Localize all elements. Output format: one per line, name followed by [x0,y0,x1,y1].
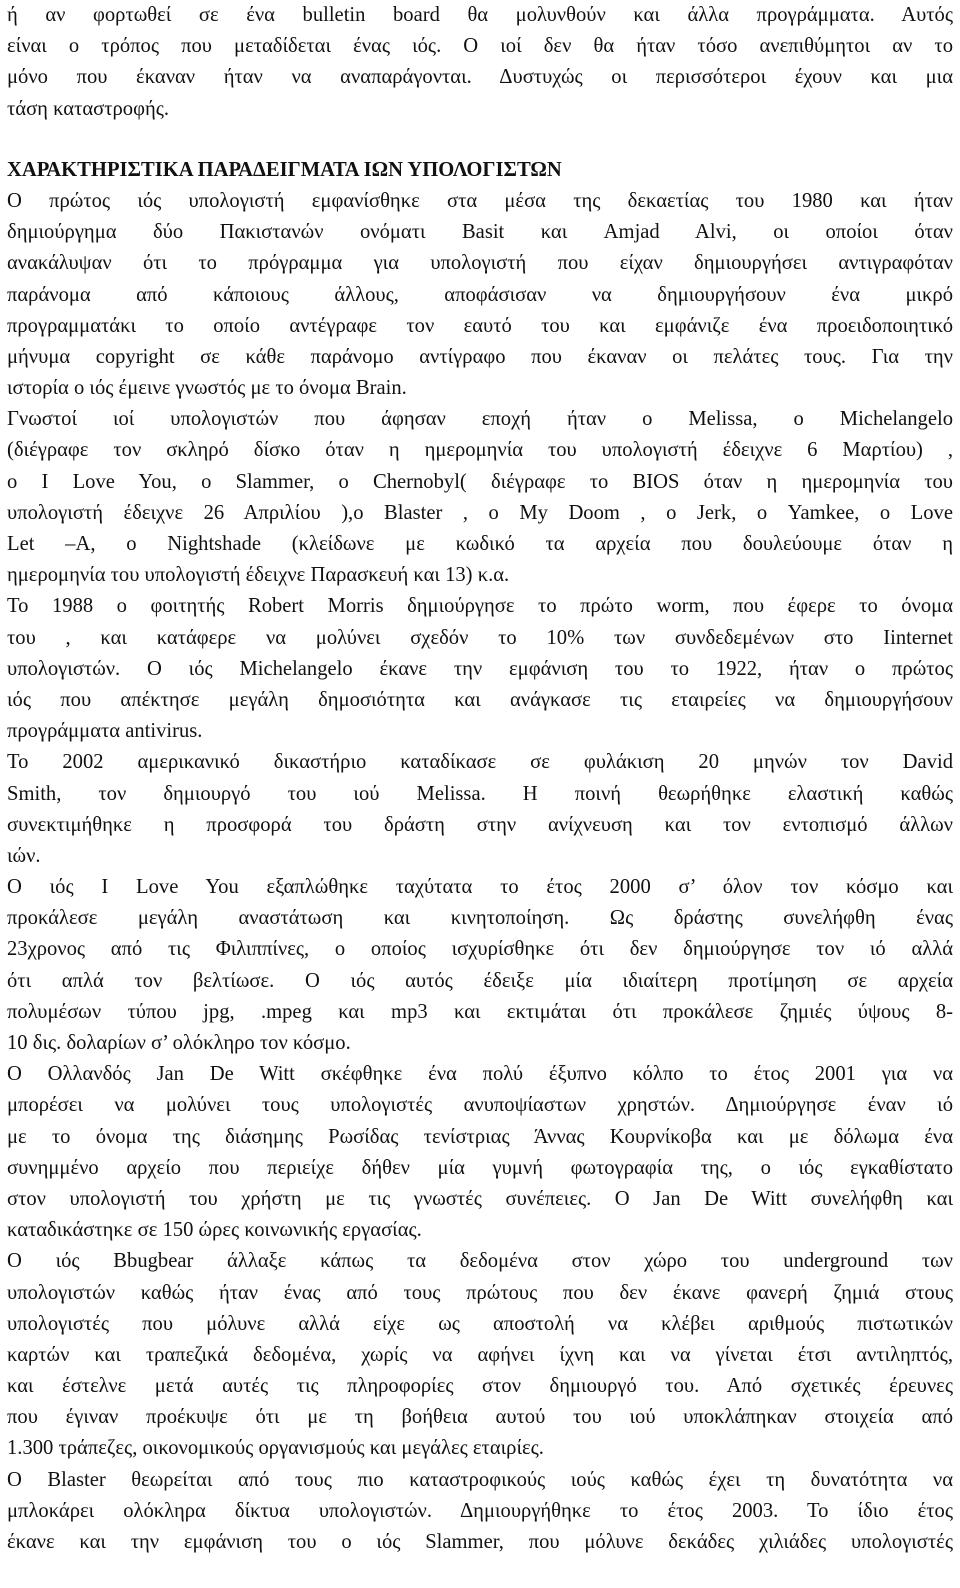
paragraph-blaster [7,1465,953,1559]
text-line: προγραμματάκι το οποίο αντέγραφε τον εαυτό του και εμφάνιζε ένα προειδοποιητικό [7,314,953,337]
paragraph-bugbear [7,1246,953,1464]
text-line: Let –A, ο Nightshade (κλείδωνε με κωδικό τα αρχεία που δουλεύουμε όταν η [7,533,953,555]
text-line: ιών. [7,844,41,867]
text-line: ημερομηνία του υπολογιστή έδειχνε Παρασκευή και 13) κ.α. [7,564,510,587]
text-line: με το όνομα της διάσημης Ρωσίδας τενίστριας Άννας Κουρνίκοβα και με δόλωμα ένα [7,1125,953,1148]
intro-paragraph [7,0,953,125]
text-line: έκανε και την εμφάνιση του ο ιός Slammer, που μόλυνε δεκάδες χιλιάδες υπολογιστές [7,1531,953,1553]
text-line: ανακάλυψαν ότι το πρόγραμμα για υπολογιστή που είχαν δημιουργήσει αντιγραφόταν [7,252,953,275]
text-line: είναι ο τρόπος που μεταδίδεται ένας ιός. Ο ιοί δεν θα ήταν τόσο ανεπιθύμητοι αν το [7,35,953,58]
text-line: Το 1988 ο φοιτητής Robert Morris δημιούργησε το πρώτο worm, που έφερε το όνομα [7,595,953,618]
text-line: (διέγραφε τον σκληρό δίσκο όταν η ημερομηνία του υπολογιστή έδειχνε 6 Μαρτίου) , [7,439,953,462]
text-line: ο I Love You, ο Slammer, ο Chernobyl( διέγραφε το BIOS όταν η ημερομηνία του [7,470,953,493]
text-line: προγράμματα antivirus. [7,720,203,743]
text-line: καρτών και τραπεζικά δεδομένα, χωρίς να αφήνει ίχνη και να γίνεται έτσι αντιληπτός, [7,1343,953,1366]
text-line: ιστορία ο ιός έμεινε γνωστός με το όνομα Brain. [7,377,407,400]
text-line: μήνυμα copyright σε κάθε παράνομο αντίγραφο που έκαναν οι πελάτες τους. Για την [7,345,953,368]
paragraph-david-smith [7,747,953,872]
text-line: μπλοκάρει ολόκληρα δίκτυα υπολογιστών. Δημιουργήθηκε το έτος 2003. Το ίδιο έτος [7,1499,953,1522]
text-line: Smith, τον δημιουργό του ιού Melissa. Η ποινή θεωρήθηκε ελαστική καθώς [7,782,953,805]
text-line: ή αν φορτωθεί σε ένα bulletin board θα μολυνθούν και άλλα προγράμματα. Αυτός [7,4,953,26]
paragraph-morris-worm [7,591,953,747]
paragraph-i-love-you [7,872,953,1059]
text-line: του , και κατάφερε να μολύνει σχεδόν το 10% των συνδεδεμένων στο Iinternet [7,626,953,649]
text-line: ιός που απέκτησε μεγάλη δημοσιότητα και ανάγκασε τις εταιρείες να δημιουργήσουν [7,688,953,711]
text-line: υπολογιστές που μόλυνε αλλά είχε ως αποστολή να κλέβει αριθμούς πιστωτικών [7,1312,953,1335]
text-line: 23χρονος από τις Φιλιππίνες, ο οποίος ισχυρίσθηκε ότι δεν δημιούργησε τον ιό αλλά [7,938,953,961]
text-line: Ο ιός I Love You εξαπλώθηκε ταχύτατα το έτος 2000 σ’ όλον τον κόσμο και [7,876,953,899]
document-page [7,0,953,1558]
text-line: στον υπολογιστή του χρήστη με τις γνωστές συνέπειες. Ο Jan De Witt συνελήφθη και [7,1187,953,1210]
text-line: πολυμέσων τύπου jpg, .mpeg και mp3 και εκτιμάται ότι προκάλεσε ζημιές ύψους 8- [7,1000,953,1023]
text-line: ότι απλά τον βελτίωσε. Ο ιός αυτός έδειξε μία ιδιαίτερη προτίμηση σε αρχεία [7,969,953,992]
section-heading: ΧΑΡΑΚΤΗΡΙΣΤΙΚΑ ΠΑΡΑΔΕΙΓΜΑΤΑ ΙΩΝ ΥΠΟΛΟΓΙΣΤΩΝ [7,158,562,181]
text-line: Ο πρώτος ιός υπολογιστή εμφανίσθηκε στα μέσα της δεκαετίας του 1980 και ήταν [7,189,953,212]
text-line: υπολογιστή έδειχνε 26 Απριλίου ),ο Blaster , ο My Doom , ο Jerk, ο Yamkee, ο Love [7,501,953,524]
text-line: Το 2002 αμερικανικό δικαστήριο καταδίκασε σε φυλάκιση 20 μηνών τον David [7,751,953,774]
paragraph-brain [7,186,953,404]
paragraph-known-viruses [7,404,953,591]
text-line: συνεκτιμήθηκε η προσφορά του δράστη στην ανίχνευση και τον εντοπισμό άλλων [7,813,953,836]
text-line: καταδικάστηκε σε 150 ώρες κοινωνικής εργασίας. [7,1219,422,1242]
text-line: 1.300 τράπεζες, οικονομικούς οργανισμούς και μεγάλες εταιρίες. [7,1437,544,1460]
text-line: υπολογιστών καθώς ήταν ένας από τους πρώτους που δεν έκανε φανερή ζημιά στους [7,1281,953,1304]
text-line: προκάλεσε μεγάλη αναστάτωση και κινητοποίηση. Ως δράστης συνελήφθη ένας [7,907,953,930]
text-line: Γνωστοί ιοί υπολογιστών που άφησαν εποχή ήταν ο Melissa, ο Michelangelo [7,408,953,431]
text-line: Ο Ολλανδός Jan De Witt σκέφθηκε ένα πολύ έξυπνο κόλπο το έτος 2001 για να [7,1063,953,1086]
spacer [7,125,953,155]
text-line: δημιούργημα δύο Πακιστανών ονόματι Basit και Amjad Alvi, οι οποίοι όταν [7,221,953,244]
text-line: μόνο που έκαναν ήταν να αναπαράγονται. Δυστυχώς οι περισσότεροι έχουν και μια [7,66,953,89]
paragraph-jan-de-witt [7,1059,953,1246]
text-line: που έγιναν προέκυψε ότι με τη βοήθεια αυτού του ιού υποκλάπηκαν στοιχεία από [7,1406,953,1429]
text-line: συνημμένο αρχείο που περιείχε δήθεν μία γυμνή φωτογραφία της, ο ιός εγκαθίστατο [7,1156,953,1179]
text-line: υπολογιστών. Ο ιός Michelangelo έκανε την εμφάνιση του το 1922, ήταν ο πρώτος [7,657,953,680]
text-line: τάση καταστροφής. [7,97,170,120]
text-line: Ο ιός Bbugbear άλλαξε κάπως τα δεδομένα στον χώρο του underground των [7,1250,953,1273]
text-line: μπορέσει να μολύνει τους υπολογιστές ανυποψίαστων χρηστών. Δημιούργησε έναν ιό [7,1094,953,1117]
text-line: 10 δις. δολαρίων σ’ ολόκληρο τον κόσμο. [7,1032,351,1054]
text-line: O Blaster θεωρείται από τους πιο καταστροφικούς ιούς καθώς έχει τη δυνατότητα να [7,1468,953,1491]
text-line: και έστελνε μετά αυτές τις πληροφορίες στον δημιουργό του. Από σχετικές έρευνες [7,1375,953,1398]
text-line: παράνομα από κάποιους άλλους, αποφάσισαν να δημιουργήσουν ένα μικρό [7,283,953,306]
